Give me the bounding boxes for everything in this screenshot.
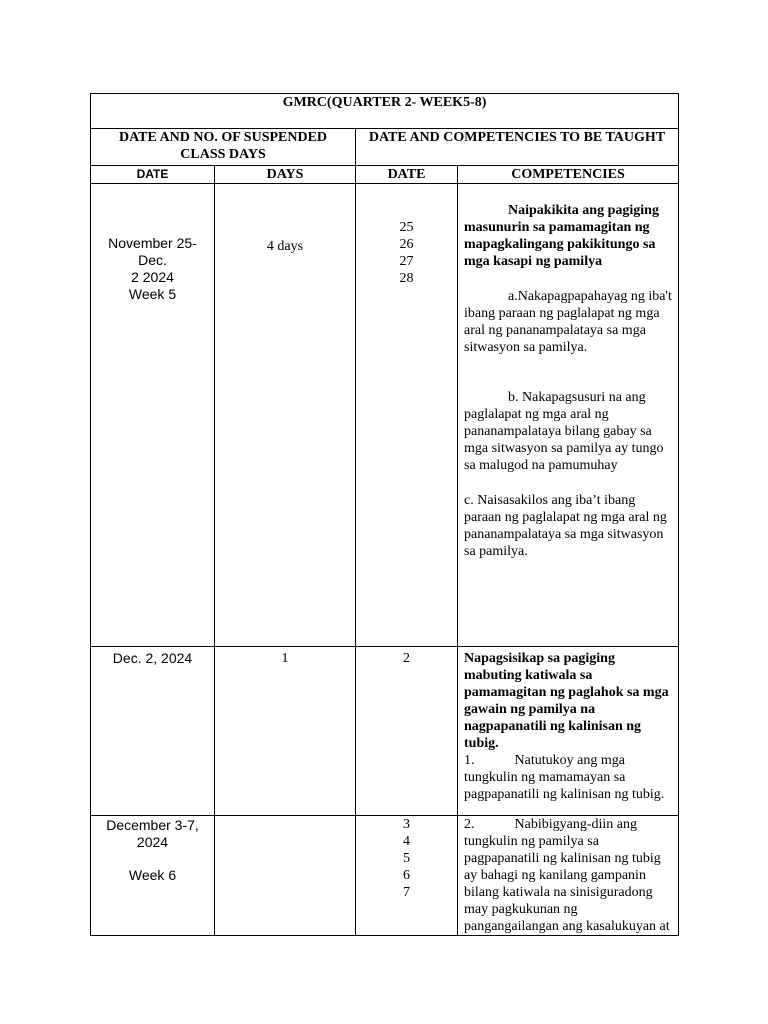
- group-header-competencies: DATE AND COMPETENCIES TO BE TAUGHT: [356, 129, 679, 166]
- date-number: 4: [403, 834, 410, 849]
- row-date-line: 2024: [136, 834, 169, 850]
- row-competencies-cell: [458, 816, 679, 936]
- column-header-row: [91, 166, 679, 184]
- column-header-date: DATE: [91, 166, 215, 184]
- row-competencies-cell: [458, 184, 679, 647]
- table-row: [91, 184, 679, 647]
- date-number: 25: [399, 220, 414, 235]
- row-days-cell: [215, 184, 356, 647]
- row-dates-cell: [356, 184, 458, 647]
- date-number: 5: [403, 851, 410, 866]
- row-days-cell: [215, 647, 356, 816]
- row-date-line: Dec. 2, 2024: [112, 650, 193, 666]
- competency-item-a: a.Nakapagpapahayag ng iba't ibang paraan ng paglalapat ng mga aral ng pananampalataya sa mga sitwasyon sa pamilya.: [464, 289, 672, 355]
- row-days-cell: [215, 816, 356, 936]
- row-date-line: 2 2024: [131, 269, 174, 285]
- row-date-line: Week 6: [128, 867, 177, 883]
- date-number: 7: [403, 885, 410, 900]
- row-dates-cell: [356, 647, 458, 816]
- group-header-suspended: DATE AND NO. OF SUSPENDED CLASS DAYS: [91, 129, 356, 166]
- competency-heading: Napagsisikap sa pagiging mabuting katiwala sa pamamagitan ng paglahok sa mga gawain ng pamilya na nagpapanatili ng kalinisan ng tubig.: [464, 651, 669, 751]
- date-number: 28: [399, 271, 414, 286]
- date-number: 2: [403, 651, 410, 666]
- date-number: 6: [403, 868, 410, 883]
- competency-item-2: 2. Nabibigyang-diin ang tungkulin ng pamilya sa pagpapanatili ng kalinisan ng tubig ay bahagi ng kanilang gampanin bilang katiwala na sinisiguradong may pagkukunan ng pangangailangan ang kasalukuyan at: [464, 817, 670, 934]
- row-date-cell: [91, 816, 215, 936]
- group-header-row: [91, 129, 679, 166]
- row-date-cell: [91, 647, 215, 816]
- row-days-value: 1: [281, 651, 289, 666]
- row-competencies-cell: [458, 647, 679, 816]
- date-number: 27: [399, 254, 414, 269]
- table-title: GMRC(QUARTER 2- WEEK5-8): [91, 94, 679, 129]
- date-number: 26: [399, 237, 414, 252]
- competency-item-c: c. Naisasakilos ang iba’t ibang paraan ng paglalapat ng mga aral ng pananampalataya sa mga sitwasyon sa pamilya.: [464, 493, 667, 559]
- competency-item-b: b. Nakapagsusuri na ang paglalapat ng mga aral ng pananampalataya bilang gabay sa mga sitwasyon sa pamilya ay tungo sa malugod na pamumuhay: [464, 390, 664, 473]
- date-number: 3: [403, 817, 410, 832]
- column-header-days: DAYS: [215, 166, 356, 184]
- table-row: [91, 647, 679, 816]
- row-date-line: December 3-7,: [106, 817, 199, 833]
- row-dates-cell: [356, 816, 458, 936]
- row-date-cell: [91, 184, 215, 647]
- table-row: [91, 816, 679, 936]
- table-title-row: [91, 94, 679, 129]
- lesson-plan-table: [90, 93, 679, 936]
- competency-heading: Naipakikita ang pagiging masunurin sa pamamagitan ng mapagkalingang pakikitungo sa mga kasapi ng pamilya: [464, 203, 659, 269]
- row-days-value: 4 days: [266, 239, 304, 254]
- row-date-line: November 25-Dec.: [108, 235, 197, 268]
- row-date-line: Week 5: [128, 286, 177, 302]
- column-header-competencies: COMPETENCIES: [458, 166, 679, 184]
- competency-item-1: 1. Natutukoy ang mga tungkulin ng mamamayan sa pagpapanatili ng kalinisan ng tubig.: [464, 753, 665, 802]
- column-header-date-taught: DATE: [356, 166, 458, 184]
